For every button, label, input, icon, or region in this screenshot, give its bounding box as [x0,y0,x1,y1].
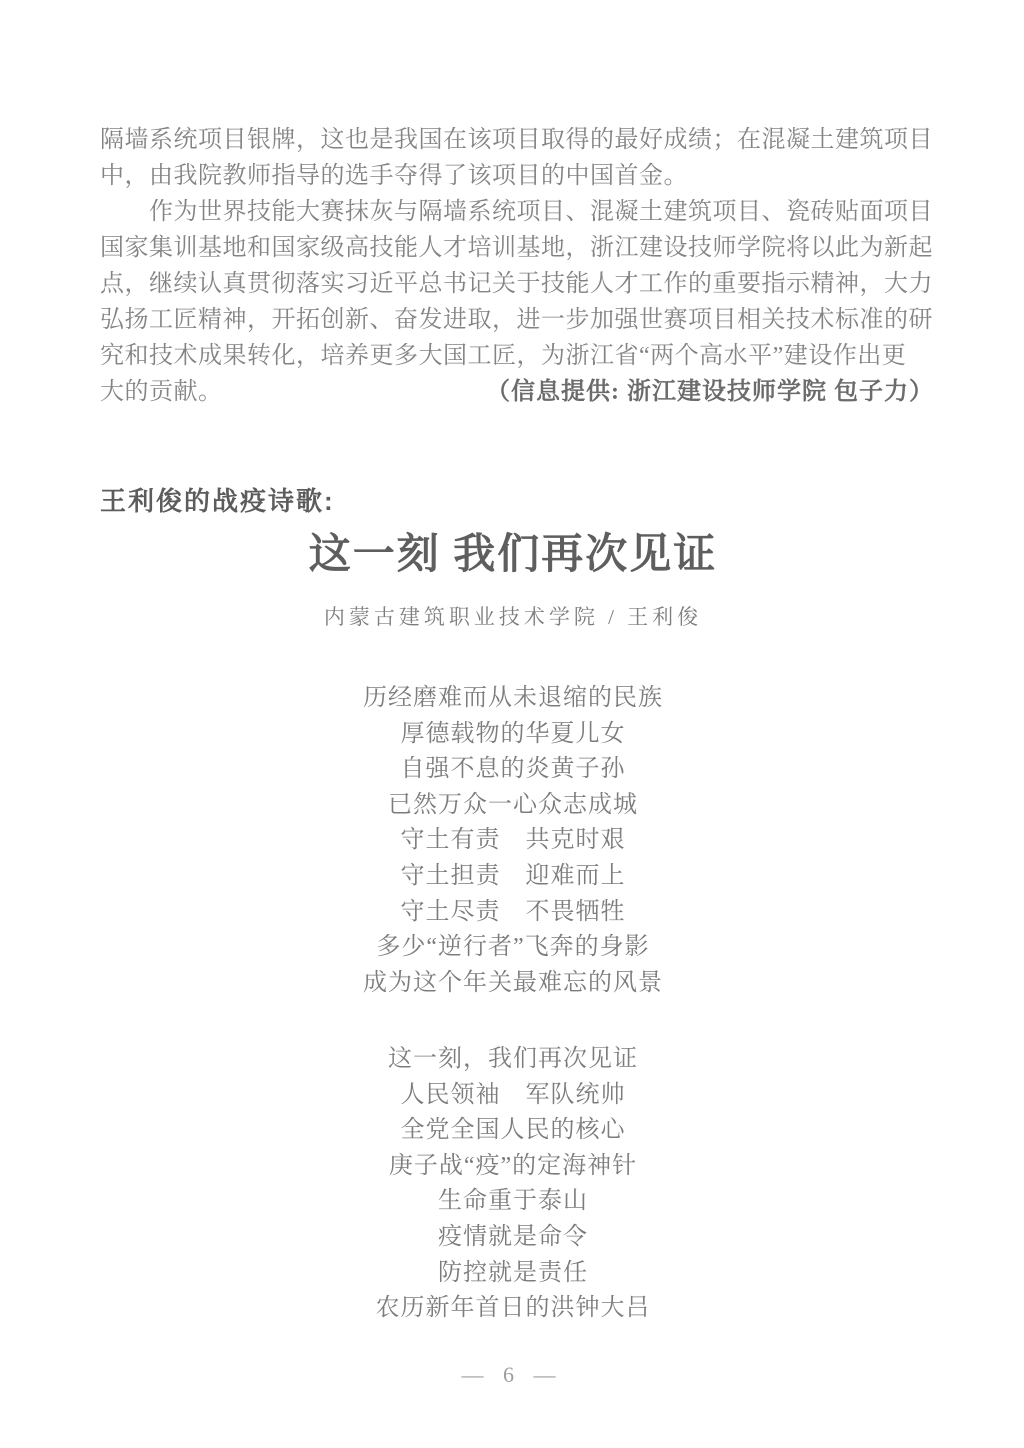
body-text-line: 点，继续认真贯彻落实习近平总书记关于技能人才工作的重要指示精神，大力 [100,271,933,297]
body-text-line: 究和技术成果转化，培养更多大国工匠，为浙江省“两个高水平”建设作出更 [100,343,907,369]
poem-stanza-1 [96,681,930,1001]
article-last-line [100,374,934,410]
poem-line: 生命重于泰山 [438,1188,588,1215]
poem-byline: 内蒙古建筑职业技术学院 / 王利俊 [323,605,703,629]
poem-line: 成为这个年关最难忘的风景 [363,969,663,996]
body-text-line: 弘扬工匠精神，开拓创新、奋发进取，进一步加强世赛项目相关技术标准的研 [100,307,933,333]
article-last-line-text: 大的贡献。 [100,379,223,405]
info-credit: （信息提供: 浙江建设技师学院 包子力） [486,379,934,405]
body-text-line: 国家集训基地和国家级高技能人才培训基地，浙江建设技师学院将以此为新起 [100,235,933,261]
poem-line: 已然万众一心众志成城 [388,791,638,818]
body-text-line: 作为世界技能大赛抹灰与隔墙系统项目、混凝土建筑项目、瓷砖贴面项目 [100,199,933,225]
article-body [100,122,934,410]
poem-line: 守土尽责 不畏牺牲 [400,898,626,925]
poem-section-heading: 王利俊的战疫诗歌: [100,486,335,516]
body-text-line: 隔墙系统项目银牌，这也是我国在该项目取得的最好成绩；在混凝土建筑项目 [100,127,933,153]
poem-line: 全党全国人民的核心 [400,1117,626,1144]
poem-line: 守土担责 迎难而上 [400,862,626,889]
poem-line: 历经磨难而从未退缩的民族 [363,685,663,711]
poem-title: 这一刻 我们再次见证 [308,532,718,578]
poem-line: 多少“逆行者”飞奔的身影 [376,934,650,961]
poem-line: 庚子战“疫”的定海神针 [388,1152,638,1179]
poem-line: 农历新年首日的洪钟大吕 [375,1295,651,1322]
poem-line: 厚德载物的华夏儿女 [400,720,626,747]
poem-line: 防控就是责任 [438,1259,588,1286]
page-number: — 6 — [461,1362,563,1387]
body-text-line: 中，由我院教师指导的选手夺得了该项目的中国首金。 [100,163,688,189]
article-body-lines [100,122,934,374]
poem-line: 疫情就是命令 [438,1223,588,1250]
poem-line: 这一刻，我们再次见证 [388,1046,638,1072]
poem-line: 人民领袖 军队统帅 [400,1081,626,1108]
poem-line: 自强不息的炎黄子孙 [400,756,626,783]
poem-line: 守土有责 共克时艰 [400,827,626,854]
poem-stanza-2 [96,1042,930,1327]
